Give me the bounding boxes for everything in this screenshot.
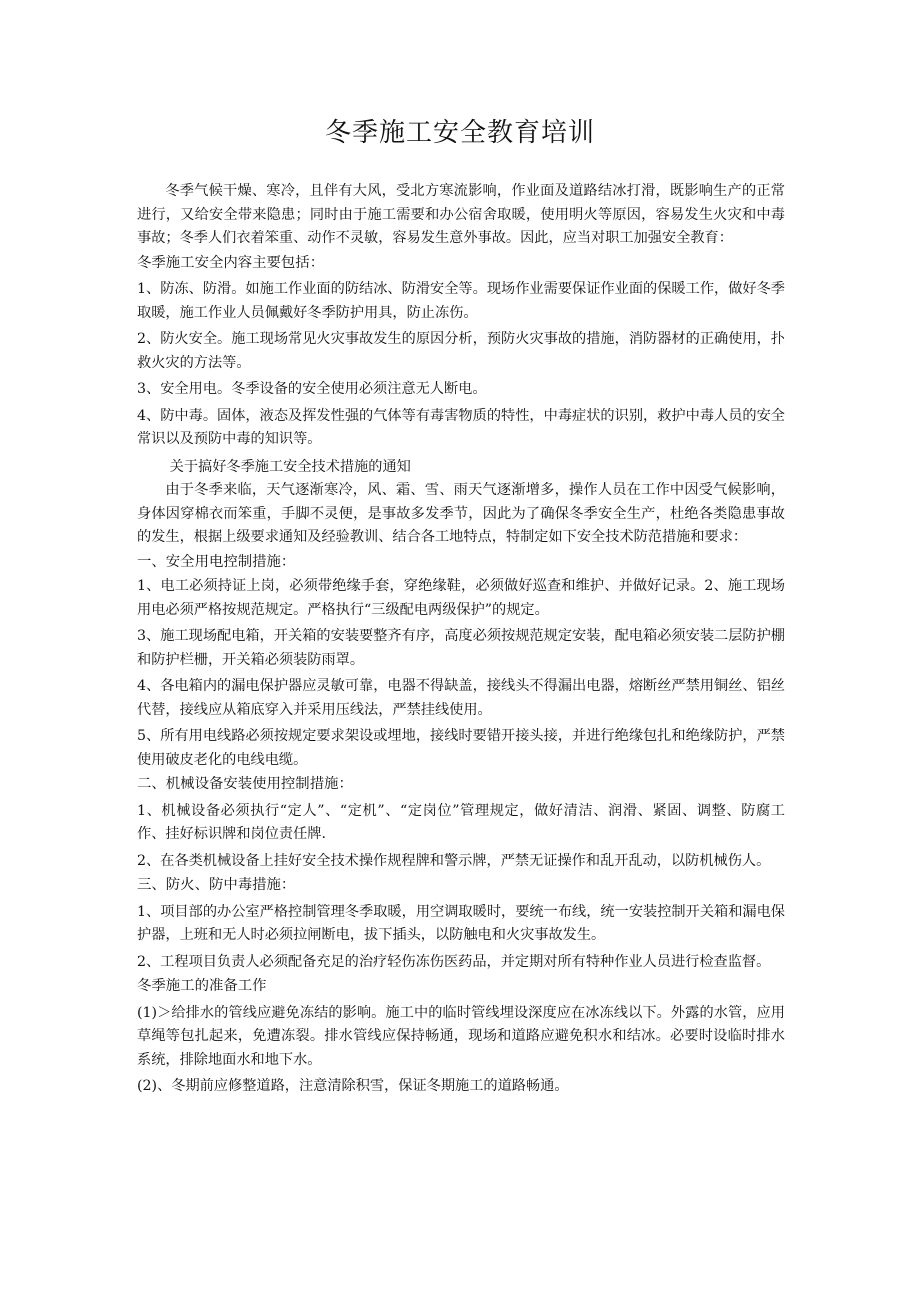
section-heading-machine: 二、机械设备安装使用控制措施： — [137, 776, 353, 792]
list-item: 2、在各类机械设备上挂好安全技术操作规程牌和警示牌，严禁无证操作和乱开乱动，以防机械伤人。 — [137, 852, 771, 869]
list-item: 2、防火安全。施工现场常见火灾事故发生的原因分析，预防火灾事故的措施，消防器材的正确使用，扑救火灾的方法等。 — [137, 331, 785, 371]
list-item: 1、项目部的办公室严格控制管理冬季取暖，用空调取暖时，要统一布线，统一安装控制开关箱和漏电保护器，上班和无人时必须拉闸断电，拔下插头，以防触电和火灾事故发生。 — [137, 903, 785, 943]
document-body — [137, 180, 785, 1099]
list-item: 4、防中毒。固体，液态及挥发性强的气体等有毒害物质的特性，中毒症状的识别，救护中毒人员的安全常识以及预防中毒的知识等。 — [137, 407, 785, 447]
section-heading-main: 冬季施工安全内容主要包括： — [137, 254, 325, 271]
list-item: 3、施工现场配电箱，开关箱的安装要整齐有序，高度必须按规范规定安装，配电箱必须安装二层防护棚和防护栏栅，开关箱必须装防雨罩。 — [137, 628, 785, 668]
list-item: 1、防冻、防滑。如施工作业面的防结冰、防滑安全等。现场作业需要保证作业面的保暖工作，做好冬季取暖，施工作业人员佩戴好冬季防护用具，防止冻伤。 — [137, 281, 785, 321]
section-heading-fire: 三、防火、防中毒措施： — [137, 877, 296, 893]
section-heading-electric: 一、安全用电控制措施： — [137, 553, 296, 570]
list-item: 4、各电箱内的漏电保护器应灵敏可靠，电器不得缺盖，接线头不得漏出电器，熔断丝严禁用铜丝、铝丝代替，接线应从箱底穿入并采用压线法，严禁挂线使用。 — [137, 678, 785, 718]
list-item: 1、电工必须持证上岗，必须带绝缘手套，穿绝缘鞋，必须做好巡查和维护、并做好记录。2、施工现场用电必须严格按规范规定。严格执行“三级配电两级保护”的规定。 — [137, 578, 785, 618]
list-item: 3、安全用电。冬季设备的安全使用必须注意无人断电。 — [137, 381, 487, 397]
section-heading-prep: 冬季施工的准备工作 — [137, 978, 267, 994]
document-title: 冬季施工安全教育培训 — [324, 118, 595, 148]
list-item: (1)＞给排水的管线应避免冻结的影响。施工中的临时管线埋设深度应在冰冻线以下。外露的水管，应用草绳等包扎起来，免遭冻裂。排水管线应保持畅通，现场和道路应避免积水和结冰。必要时设临时排水系统，排除地面水和地下水。 — [137, 1004, 785, 1068]
notice-intro-paragraph: 由于冬季来临，天气逐渐寒冷，风、霜、雪、雨天气逐渐增多，操作人员在工作中因受气候影响，身体因穿棉衣而笨重，手脚不灵便，是事故多发季节，因此为了确保冬季安全生产，杜绝各类隐患事故的发生，根据上级要求通知及经验教训、结合各工地特点，特制定如下安全技术防范措施和要求： — [137, 482, 785, 545]
list-item: 1、机械设备必须执行“定人”、“定机”、“定岗位”管理规定，做好清洁、润滑、紧固、调整、防腐工作、挂好标识牌和岗位责任牌. — [137, 802, 785, 842]
list-item: 5、所有用电线路必须按规定要求架设或埋地，接线时要错开接头接，并进行绝缘包扎和绝缘防护，严禁使用破皮老化的电线电缆。 — [137, 728, 785, 768]
list-item: 2、工程项目负责人必须配备充足的治疗轻伤冻伤医药品，并定期对所有特种作业人员进行检查监督。 — [137, 953, 771, 970]
list-item: (2)、冬期前应修整道路，注意清除积雪，保证冬期施工的道路畅通。 — [137, 1078, 569, 1094]
notice-title: 关于搞好冬季施工安全技术措施的通知 — [169, 458, 411, 475]
intro-paragraph: 冬季气候干燥、寒冷，且伴有大风，受北方寒流影响，作业面及道路结冰打滑，既影响生产的正常进行，又给安全带来隐患；同时由于施工需要和办公宿舍取暖，使用明火等原因，容易发生火灾和中毒事故；冬季人们衣着笨重、动作不灵敏，容易发生意外事故。因此，应当对职工加强安全教育： — [137, 183, 785, 246]
